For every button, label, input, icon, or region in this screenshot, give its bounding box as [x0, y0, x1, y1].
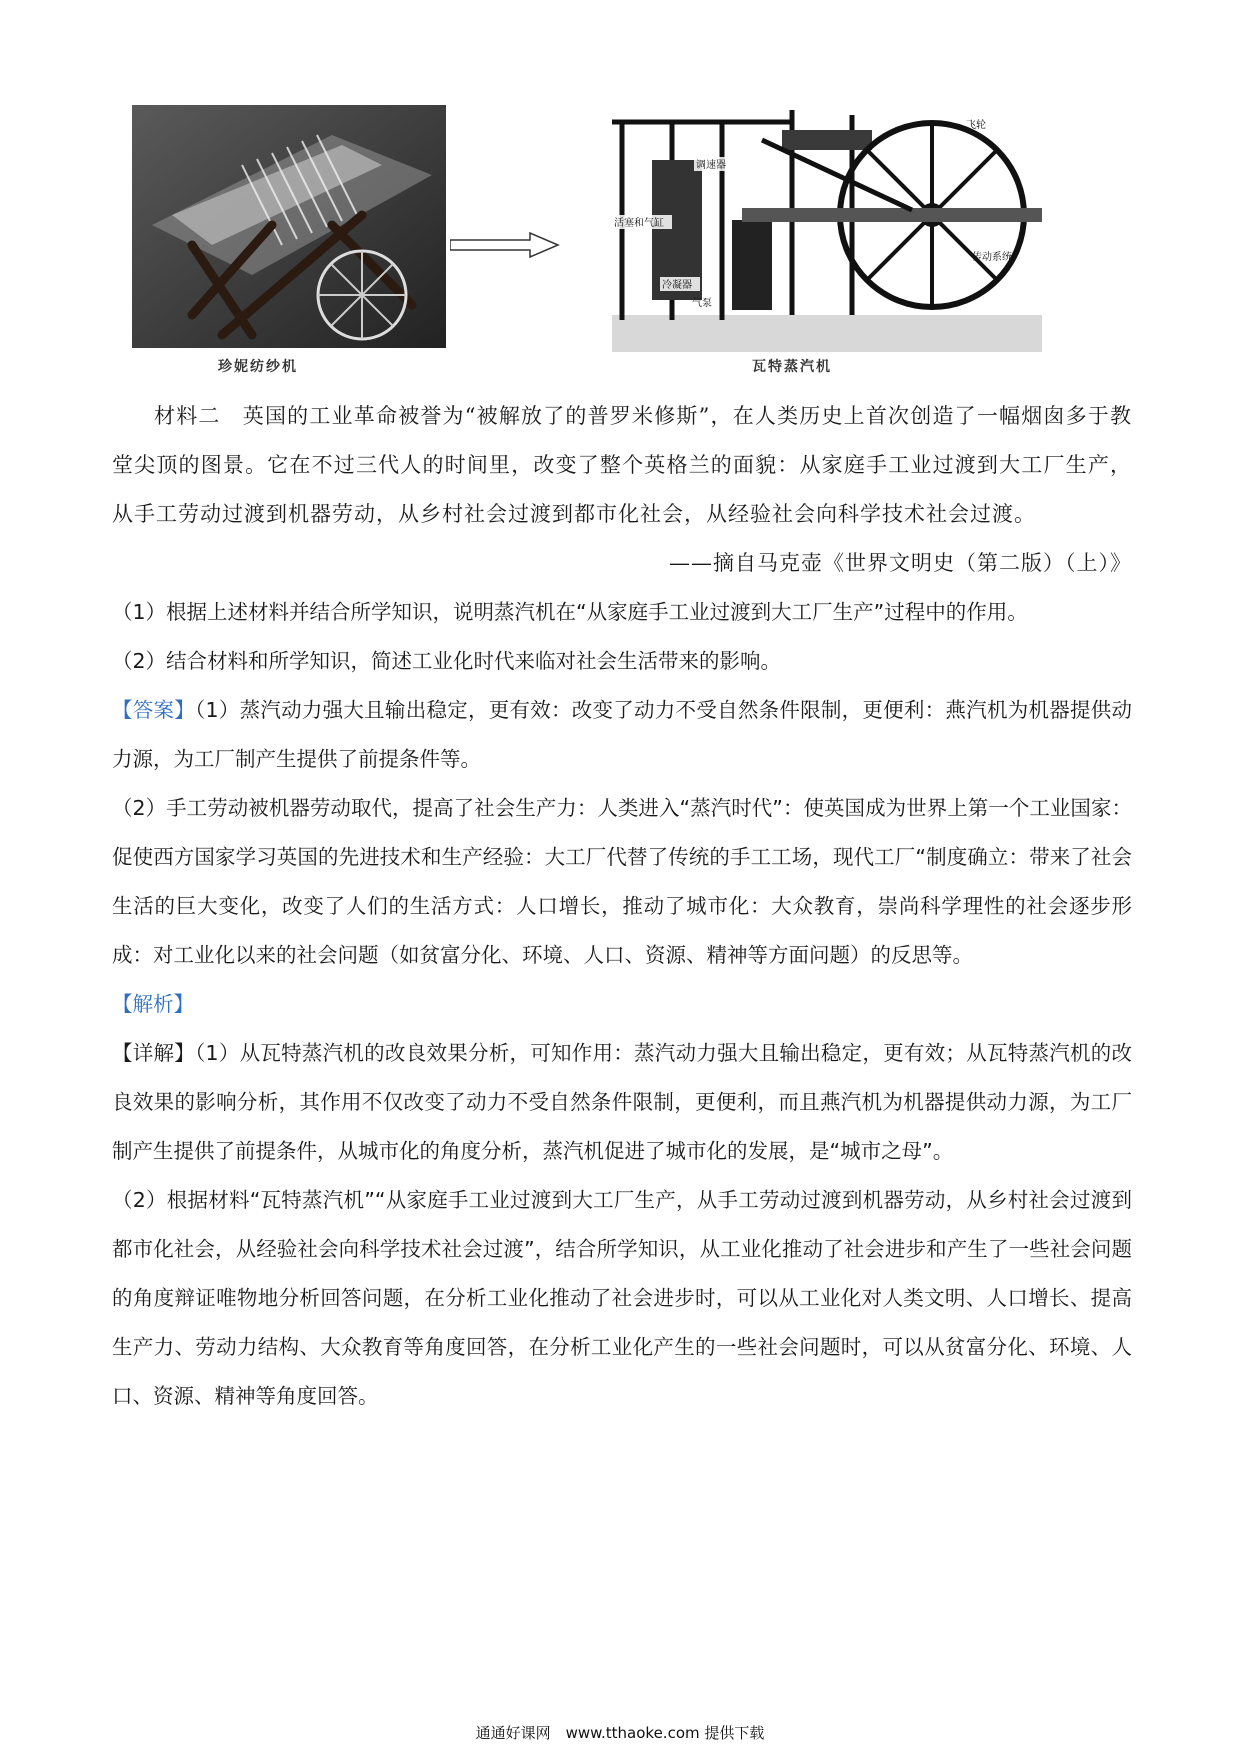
material-two-text: 材料二 英国的工业革命被誉为“被解放了的普罗米修斯”，在人类历史上首次创造了一幅烟囱多于教堂尖顶的图景。它在不过三代人的时间里，改变了整个英格兰的面貌：从家庭手工业过渡到大工厂生产，从手工劳动过渡到机器劳动，从乡村社会过渡到都市化社会，从经验社会向科学技术社会过渡。 — [112, 404, 1132, 526]
question-1: （1）根据上述材料并结合所学知识，说明蒸汽机在“从家庭手工业过渡到大工厂生产”过程中的作用。 — [112, 600, 1028, 624]
label-condenser: 冷凝器 — [662, 280, 692, 291]
analysis-tag: 【解析】 — [112, 992, 194, 1016]
detail-1 — [112, 1029, 1132, 1176]
label-pump: 气泵 — [692, 298, 712, 309]
detail-tag: 【详解】 — [112, 1041, 196, 1065]
label-transmission: 传动系统 — [972, 252, 1012, 263]
answer-2: （2）手工劳动被机器劳动取代，提高了社会生产力：人类进入“蒸汽时代”：使英国成为世界上第一个工业国家：促使西方国家学习英国的先进技术和生产经验：大工厂代替了传统的手工工场，现代工厂“制度确立：带来了社会生活的巨大变化，改变了人们的生活方式：人口增长，推动了城市化：大众教育，崇尚科学理性的社会逐步形成：对工业化以来的社会问题（如贫富分化、环境、人口、资源、精神等方面问题）的反思等。 — [112, 796, 1132, 967]
detail-1-text: （1）从瓦特蒸汽机的改良效果分析，可知作用：蒸汽动力强大且输出稳定，更有效；从瓦特蒸汽机的改良效果的影响分析，其作用不仅改变了动力不受自然条件限制，更便利，而且燕汽机为机器提供动力源，为工厂制产生提供了前提条件，从城市化的角度分析，蒸汽机促进了城市化的发展，是“城市之母”。 — [112, 1041, 1133, 1163]
material-source: ——摘自马克壶《世界文明史（第二版）（上）》 — [669, 551, 1132, 575]
page-footer: 通通好课网 www.tthaoke.com 提供下载 — [475, 1724, 765, 1742]
detail-2: （2）根据材料“瓦特蒸汽机”“从家庭手工业过渡到大工厂生产，从手工劳动过渡到机器劳动，从乡村社会过渡到都市化社会，从经验社会向科学技术社会过渡”，结合所学知识，从工业化推动了社会进步和产生了一些社会问题的角度辩证唯物地分析回答问题，在分析工业化推动了社会进步时，可以从工业化对人类文明、人口增长、提高生产力、劳动力结构、大众教育等角度回答，在分析工业化产生的一些社会问题时，可以从贫富分化、环境、人口、资源、精神等角度回答。 — [112, 1188, 1132, 1408]
document-body — [112, 392, 1132, 1421]
label-governor: 调速器 — [696, 160, 726, 171]
watt-steam-engine-caption: 瓦特蒸汽机 — [752, 359, 832, 375]
answer-1-text: （1）蒸汽动力强大且输出稳定，更有效：改变了动力不受自然条件限制，更便利：燕汽机为机器提供动力源，为工厂制产生提供了前提条件等。 — [112, 698, 1133, 771]
label-piston-cylinder: 活塞和气缸 — [614, 218, 664, 229]
label-flywheel: 飞轮 — [966, 120, 986, 131]
figures-row — [132, 100, 1132, 390]
watt-steam-engine-image — [612, 100, 1042, 352]
spinning-jenny-caption: 珍妮纺纱机 — [218, 359, 298, 375]
question-2: （2）结合材料和所学知识，简述工业化时代来临对社会生活带来的影响。 — [112, 649, 782, 673]
arrow-icon — [450, 232, 560, 262]
spinning-jenny-image — [132, 105, 446, 348]
analysis-heading — [112, 980, 1132, 1029]
answer-tag: 【答案】 — [112, 698, 196, 722]
answer-1 — [112, 686, 1132, 784]
